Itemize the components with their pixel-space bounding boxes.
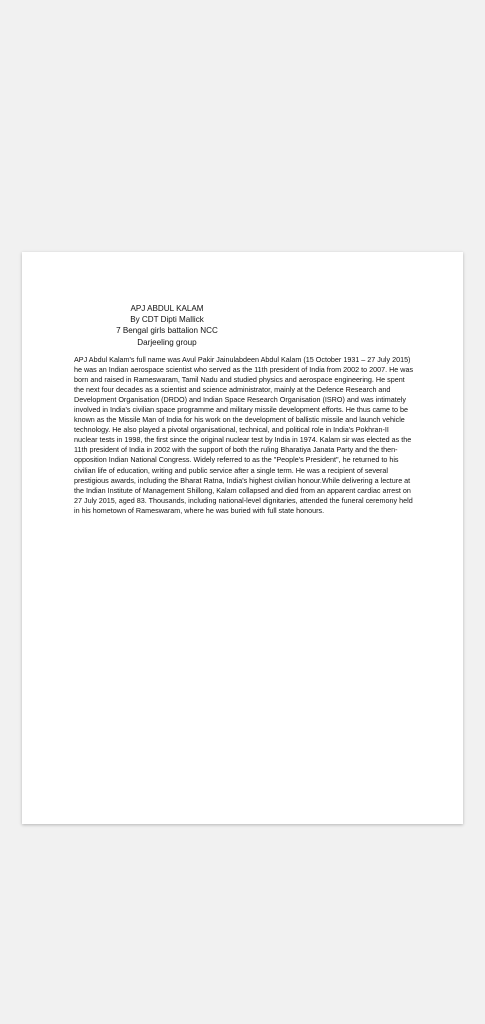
unit-line: 7 Bengal girls battalion NCC — [116, 326, 218, 336]
document-title: APJ ABDUL KALAM — [130, 304, 204, 313]
document-page — [22, 252, 463, 824]
author-line: By CDT Dipti Mallick — [130, 315, 204, 325]
document-heading — [22, 303, 312, 348]
body-paragraph: APJ Abdul Kalam's full name was Avul Pakir Jainulabdeen Abdul Kalam (15 October 1931 – 27 July 2015) he was an Indian aerospace scientist who served as the 11th president of India from 2002 to 2007. He was born and raised in Rameswaram, Tamil Nadu and studied physics and aerospace engineering. He spent the next four decades as a scientist and science administrator, mainly at the Defence Research and Development Organisation (DRDO) and Indian Space Research Organisation (ISRO) and was intimately involved in India's civilian space programme and military missile development efforts. He thus came to be known as the Missile Man of India for his work on the development of ballistic missile and launch vehicle technology. He also played a pivotal organisational, technical, and political role in India's Pokhran-II nuclear tests in 1998, the first since the original nuclear test by India in 1974. Kalam sir was elected as the 11th president of India in 2002 with the support of both the ruling Bharatiya Janata Party and the then-opposition Indian National Congress. Widely referred to as the "People's President", he returned to his civilian life of education, writing and public service after a single term. He was a recipient of several prestigious awards, including the Bharat Ratna, India's highest civilian honour.While delivering a lecture at the Indian Institute of Management Shillong, Kalam collapsed and died from an apparent cardiac arrest on 27 July 2015, aged 83. Thousands, including national-level dignitaries, attended the funeral ceremony held in his hometown of Rameswaram, where he was buried with full state honours. — [74, 355, 414, 515]
group-line: Darjeeling group — [137, 337, 197, 347]
